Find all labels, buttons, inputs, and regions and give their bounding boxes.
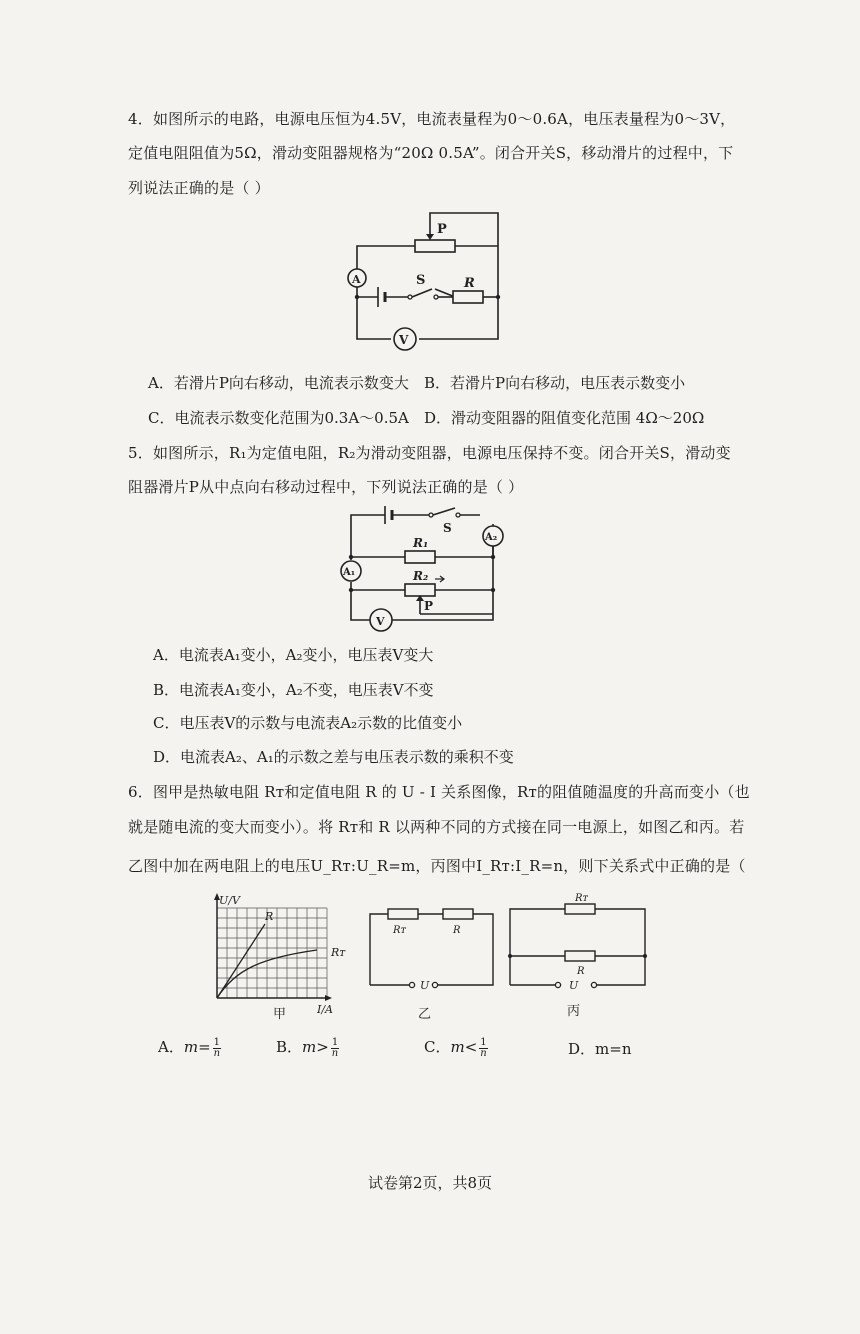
q5-label-s: S (443, 521, 452, 535)
q6-option-a-num: 1 (213, 1036, 221, 1048)
q4-label-a: A (352, 273, 361, 286)
q5-label-r2: R₂ (413, 569, 429, 583)
q6-option-a-den: n (213, 1047, 221, 1059)
q6-series-rt-label: Rᴛ (393, 925, 407, 936)
q6-series-caption: 乙 (418, 1007, 432, 1022)
q6-option-c-num: 1 (480, 1036, 487, 1048)
q6-option-c-den: n (480, 1047, 487, 1059)
q6-graph-caption: 甲 (273, 1007, 287, 1022)
q6-option-b-m: m (302, 1038, 317, 1056)
q6-option-c-rel: < (464, 1038, 478, 1056)
q6-stem-line2: 就是随电流的变大而变小）。将 Rᴛ和 R 以两种不同的方式接在同一电源上，如图乙和丙。若 (128, 818, 745, 836)
q5-label-r1: R₁ (413, 536, 429, 550)
page-footer: 试卷第2页，共8页 (367, 1174, 493, 1192)
q5-circuit-diagram (335, 502, 535, 637)
q6-series-r (443, 909, 473, 919)
q6-ui-graph (205, 892, 365, 1027)
q4-stem-line2: 定值电阻阻值为5Ω，滑动变阻器规格为“20Ω 0.5A”。闭合开关S，移动滑片的过程中，下 (128, 144, 734, 162)
q4-option-d: D．滑动变阻器的阻值变化范围 4Ω～20Ω (424, 409, 705, 427)
q4-option-c: C．电流表示数变化范围为0.3A～0.5A (148, 409, 409, 427)
q6-parallel-circuit (505, 895, 650, 1020)
q6-option-c-m: m (450, 1038, 465, 1056)
q6-series-rt (388, 909, 418, 919)
q6-graph-x-axis-label: I/A (317, 1003, 333, 1016)
q6-option-b-prefix: B． (276, 1038, 303, 1056)
q4-option-b: B．若滑片P向右移动，电压表示数变小 (424, 374, 686, 392)
q5-label-a2: A₂ (485, 532, 498, 543)
q6-parallel-r-label: R (577, 966, 585, 977)
q6-parallel-rt-label: Rᴛ (575, 893, 589, 904)
q4-stem-line1: 4．如图所示的电路，电源电压恒为4.5V，电流表量程为0～0.6A，电压表量程为0～3V， (128, 110, 736, 128)
q5-stem-line2: 阻器滑片P从中点向右移动过程中，下列说法正确的是（ ） (128, 478, 524, 496)
q4-stem-line3: 列说法正确的是（ ） (128, 179, 270, 197)
q4-label-r: R (464, 276, 475, 291)
q4-resistor-r (453, 291, 483, 303)
q6-parallel-caption: 丙 (567, 1004, 581, 1019)
q6-parallel-rt (565, 904, 595, 914)
q5-option-d: D．电流表A₂、A₁的示数之差与电压表示数的乘积不变 (153, 748, 514, 766)
q6-series-u-label: U (420, 979, 430, 992)
q4-rheostat (415, 240, 455, 252)
q5-option-c: C．电压表V的示数与电流表A₂示数的比值变小 (153, 714, 463, 732)
q5-rheostat-r2 (405, 584, 435, 596)
q6-option-b-num: 1 (331, 1036, 339, 1048)
q6-graph-y-axis-label: U/V (219, 894, 240, 907)
q5-option-a: A．电流表A₁变小，A₂变小，电压表V变大 (153, 646, 434, 664)
q5-resistor-r1 (405, 551, 435, 563)
q6-option-d: D．m=n (568, 1040, 632, 1058)
q5-label-v: V (376, 615, 385, 628)
q6-option-b (276, 1036, 339, 1059)
q6-option-a-prefix: A． (158, 1038, 184, 1056)
q6-stem-line1: 6．图甲是热敏电阻 Rᴛ和定值电阻 R 的 U - I 关系图像，Rᴛ的阻值随温度的升高而变小（也 (128, 783, 750, 801)
q6-parallel-r (565, 951, 595, 961)
q6-option-a-m: m (183, 1038, 199, 1056)
q6-series-circuit (365, 900, 505, 1025)
q6-series-r-label: R (453, 925, 461, 936)
q5-option-b: B．电流表A₁变小，A₂不变，电压表V不变 (153, 681, 434, 699)
q4-circuit-diagram (340, 205, 540, 365)
q6-option-c (424, 1036, 488, 1059)
q6-r-line (217, 924, 265, 998)
q4-label-s: S (416, 273, 426, 288)
q6-option-b-rel: > (316, 1038, 329, 1056)
q5-label-p: P (424, 599, 434, 613)
q6-stem-line3: 乙图中加在两电阻上的电压U_Rᴛ:U_R=m，丙图中I_Rᴛ:I_R=n，则下关系式中正确的是（ (128, 857, 746, 875)
q6-option-c-prefix: C． (424, 1038, 451, 1056)
q4-label-v: V (399, 333, 409, 347)
q6-parallel-u-label: U (569, 979, 579, 992)
q6-graph-rt-label: Rᴛ (331, 946, 346, 959)
q6-option-a-rel: = (198, 1038, 211, 1056)
q6-option-a (158, 1036, 221, 1059)
q4-option-a: A．若滑片P向右移动，电流表示数变大 (148, 374, 409, 392)
q5-label-a1: A₁ (343, 567, 356, 578)
q6-option-b-den: n (331, 1047, 339, 1059)
q5-stem-line1: 5．如图所示，R₁为定值电阻，R₂为滑动变阻器，电源电压保持不变。闭合开关S，滑动变 (128, 444, 731, 462)
q4-label-p: P (437, 222, 447, 237)
q6-graph-r-label: R (265, 910, 274, 923)
